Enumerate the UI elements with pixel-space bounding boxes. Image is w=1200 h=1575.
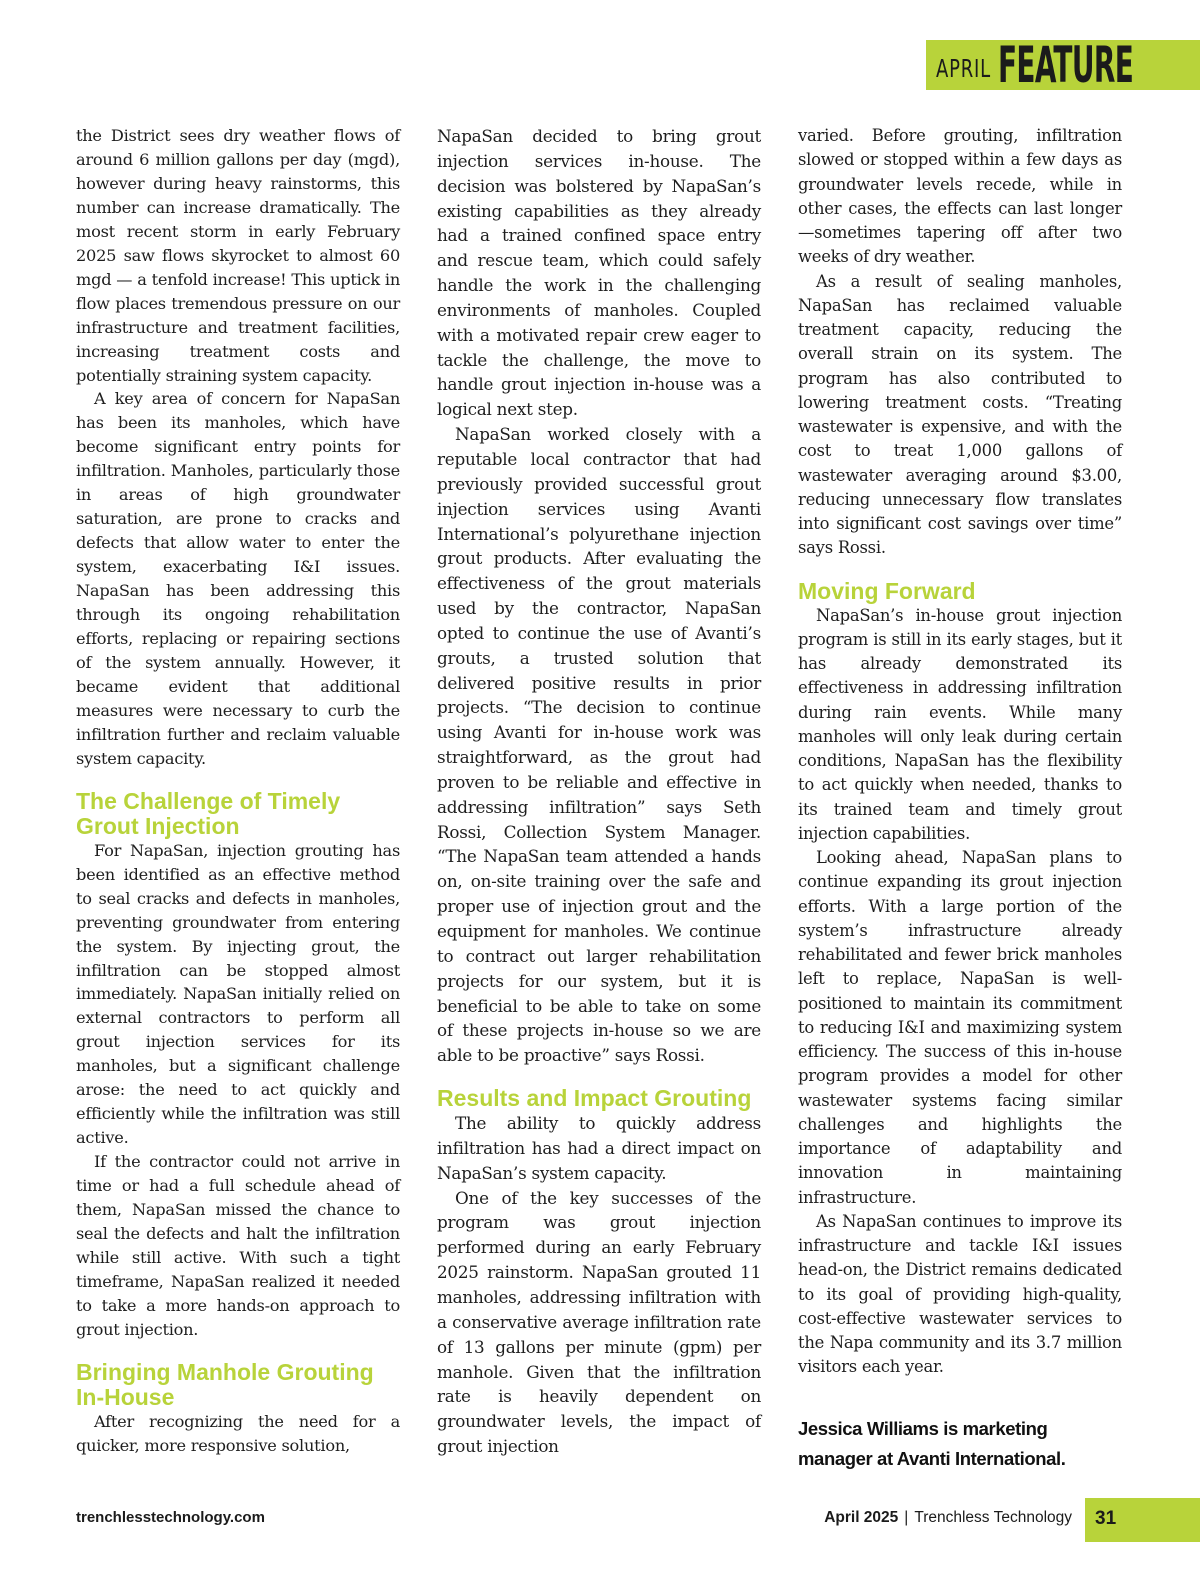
footer-website: trenchlesstechnology.com xyxy=(76,1509,265,1526)
paragraph: One of the key successes of the program was grout injection performed during an early February 2025 rainstorm. NapaSan grouted 11 manholes, addressing infiltration with a conservative average infiltration rate of 13 gallons per minute (gpm) per manhole. Given that the infiltration rate is heavily dependent on groundwater levels, the impact of grout injection xyxy=(437,1187,761,1457)
article-column-3 xyxy=(798,124,1122,1474)
section-heading: Bringing Manhole Grouting In-House xyxy=(76,1358,374,1410)
section-heading: The Challenge of Timely Grout Injection xyxy=(76,787,341,839)
paragraph: NapaSan decided to bring grout injection services in-house. The decision was bolstered by NapaSan’s existing capabilities as they already had a trained confined space entry and rescue team, which could safely handle the work in the challenging environments of manholes. Coupled with a motivated repair crew eager to tackle the challenge, the move to handle grout injection in-house was a logical next step. xyxy=(437,126,761,420)
paragraph: the District sees dry weather flows of around 6 million gallons per day (mgd), however during heavy rainstorms, this number can increase dramatically. The most recent storm in early February 2025 saw flows skyrocket to almost 60 mgd — a tenfold increase! This uptick in flow places tremendous pressure on our infrastructure and treatment facilities, increasing treatment costs and potentially straining system capacity. xyxy=(76,126,400,385)
footer-issue-date: April 2025 xyxy=(824,1509,899,1526)
page-number: 31 xyxy=(1095,1508,1117,1529)
paragraph: The ability to quickly address infiltration has had a direct impact on NapaSan’s system capacity. xyxy=(437,1113,761,1183)
footer-separator: | xyxy=(904,1509,909,1526)
paragraph: If the contractor could not arrive in time or had a full schedule ahead of them, NapaSan missed the chance to seal the defects and halt the infiltration while still active. With such a tight timeframe, NapaSan realized it needed to take a more hands-on approach to grout injection. xyxy=(76,1152,400,1339)
section-heading: Results and Impact Grouting xyxy=(437,1085,752,1112)
paragraph: NapaSan worked closely with a reputable local contractor that had previously provided successful grout injection services using Avanti International’s polyurethane injection grout products. After evaluating the effectiveness of the grout materials used by the contractor, NapaSan opted to continue the use of Avanti’s grouts, a trusted solution that delivered positive results in prior projects. “The decision to continue using Avanti for in-house work was straightforward, as the grout had proven to be reliable and effective in addressing infiltration” says Seth Rossi, Collection System Manager. “The NapaSan team attended a hands on, on-site training over the safe and proper use of injection grout and the equipment for manholes. We continue to contract out larger rehabilitation projects for our system, but it is beneficial to be able to take on some of these projects in-house so we are able to be proactive” says Rossi. xyxy=(437,424,761,1066)
article-column-2 xyxy=(437,124,761,1459)
paragraph: varied. Before grouting, infiltration slowed or stopped within a few days as groundwater levels recede, while in other cases, the effects can last longer—sometimes tapering off after two weeks of dry weather. xyxy=(798,126,1122,267)
paragraph: As NapaSan continues to improve its infrastructure and tackle I&I issues head-on, the District remains dedicated to its goal of providing high-quality, cost-effective wastewater services to the Napa community and its 3.7 million visitors each year. xyxy=(798,1211,1122,1377)
paragraph: After recognizing the need for a quicker, more responsive solution, xyxy=(76,1411,400,1455)
page-number-box xyxy=(1085,1498,1200,1542)
article-column-1 xyxy=(76,124,400,1458)
paragraph: For NapaSan, injection grouting has been identified as an effective method to seal cracks and defects in manholes, preventing groundwater from entering the system. By injecting grout, the infiltration can be stopped almost immediately. NapaSan initially relied on external contractors to perform all grout injection services for its manholes, but a significant challenge arose: the need to act quickly and efficiently while the infiltration was still active. xyxy=(76,840,400,1148)
paragraph: Looking ahead, NapaSan plans to continue expanding its grout injection efforts. With a large portion of the system’s infrastructure already rehabilitated and fewer brick manholes left to replace, NapaSan is well-positioned to maintain its commitment to reducing I&I and maximizing system efficiency. The success of this in-house program provides a model for other wastewater systems facing similar challenges and highlights the importance of adaptability and innovation in maintaining infrastructure. xyxy=(798,848,1122,1207)
paragraph: A key area of concern for NapaSan has been its manholes, which have become significant entry points for infiltration. Manholes, particularly those in areas of high groundwater saturation, are prone to cracks and defects that allow water to enter the system, exacerbating I&I issues. NapaSan has been addressing this through its ongoing rehabilitation efforts, replacing or repairing sections of the system annually. However, it became evident that additional measures were necessary to curb the infiltration further and reclaim valuable system capacity. xyxy=(76,389,400,768)
paragraph: As a result of sealing manholes, NapaSan has reclaimed valuable treatment capacity, reducing the overall strain on its system. The program has also contributed to lowering treatment costs. “Treating wastewater is expensive, and with the cost to treat 1,000 gallons of wastewater averaging around $3.00, reducing unnecessary flow translates into significant cost savings over time” says Rossi. xyxy=(798,271,1122,558)
section-banner xyxy=(926,36,1200,94)
author-byline: Jessica Williams is marketing manager at Avanti International. xyxy=(798,1417,1066,1469)
paragraph: NapaSan’s in-house grout injection program is still in its early stages, but it has already demonstrated its effectiveness in addressing infiltration during rain events. While many manholes will only leak during certain conditions, NapaSan has the flexibility to act quickly when needed, thanks to its trained team and timely grout injection capabilities. xyxy=(798,605,1122,843)
banner-month: APRIL xyxy=(936,54,991,83)
section-heading: Moving Forward xyxy=(798,577,976,604)
banner-section-title: FEATURE xyxy=(998,36,1134,94)
footer-issue-info xyxy=(824,1509,1072,1527)
footer-publication: Trenchless Technology xyxy=(914,1509,1072,1526)
